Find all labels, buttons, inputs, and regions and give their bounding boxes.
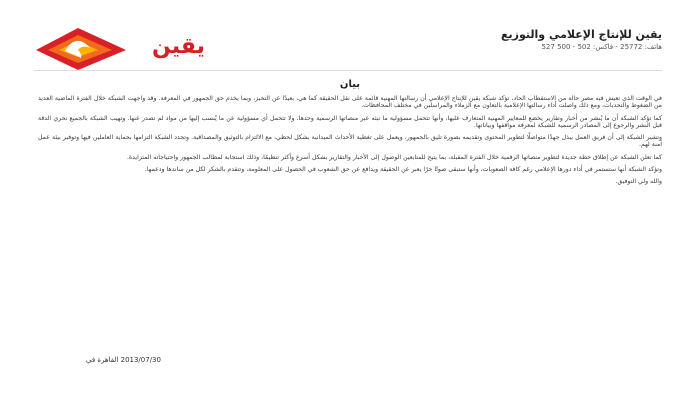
body-paragraph-6: والله ولي التوفيق. — [615, 178, 662, 185]
logo-wordmark: يقين — [152, 34, 205, 59]
body-paragraph-1: في الوقت الذي تعيش فيه مصر حالة من الاستقطاب الحاد، تؤكد شبكة يقين للإنتاج الإعلامي أن رسالتها المهنية قائمة على نقل الحقيقة كما هي، بعيدًا عن التحيز، وبما يخدم حق الجمهور في المعرفة. وقد واجهت الشبكة خلال الفترة الماضية العديد من الضغوط والتحديات، ومع ذلك واصلت أداء رسالتها الإعلامية بالتعاون مع الزملاء والمراسلين في مختلف المحافظات. — [38, 95, 662, 110]
company-name: يقين للإنتاج الإعلامي والتوزيع — [501, 28, 662, 41]
header-divider — [34, 70, 662, 71]
body-paragraph-4: كما تعلن الشبكة عن إطلاق خطة جديدة لتطوير منصاتها الرقمية خلال الفترة المقبلة، بما يتيح للمتابعين الوصول إلى الأخبار والتقارير بشكل أسرع وأكثر تنظيمًا، وذلك استجابة لمطالب الجمهور واحتياجاته المتزايدة. — [126, 153, 662, 161]
statement-body — [38, 95, 662, 370]
brand-logo — [34, 26, 204, 72]
body-paragraph-2: كما تؤكد الشبكة أن ما يُنشر من أخبار وتقارير يخضع للمعايير المهنية المتعارف عليها، وأنها تتحمل مسؤولية ما تبثه عبر منصاتها الرسمية وحدها، ولا تتحمل أي مسؤولية عن ما يُنسب إليها من مواد لم تصدر عنها. وتهيب الشبكة بالجميع تحري الدقة قبل النشر والرجوع إلى المصادر الرسمية للشبكة لمعرفة مواقفها وبياناتها. — [38, 114, 662, 129]
statement-title: بيان — [339, 79, 361, 90]
body-paragraph-5: وتؤكد الشبكة أنها ستستمر في أداء دورها الإعلامي رغم كافة الصعوبات، وأنها ستبقى صوتًا حرًا يعبر عن الحقيقة ويدافع عن حق الشعوب في الحصول على المعلومة، وتتقدم بالشكر لكل من ساندها ودعمها. — [144, 165, 662, 173]
flame-icon — [34, 26, 134, 72]
company-contact: هاتف: 25772 - فاكس: 502 - 500 527 — [541, 43, 662, 51]
page-bottom-space — [0, 388, 700, 400]
document-date: 2013/07/30 القاهرة في — [86, 356, 161, 364]
body-paragraph-3: وتشير الشبكة إلى أن فريق العمل يبذل جهدًا متواصلًا لتطوير المحتوى وتقديمه بصورة تليق بالجمهور، ويعمل على تغطية الأحداث الميدانية بشكل لحظي، مع الالتزام بالتوثيق والمصداقية. وتجدد الشبكة التزامها بحماية العاملين فيها وتوفير بيئة عمل آمنة لهم. — [38, 134, 662, 149]
company-header — [382, 28, 662, 52]
